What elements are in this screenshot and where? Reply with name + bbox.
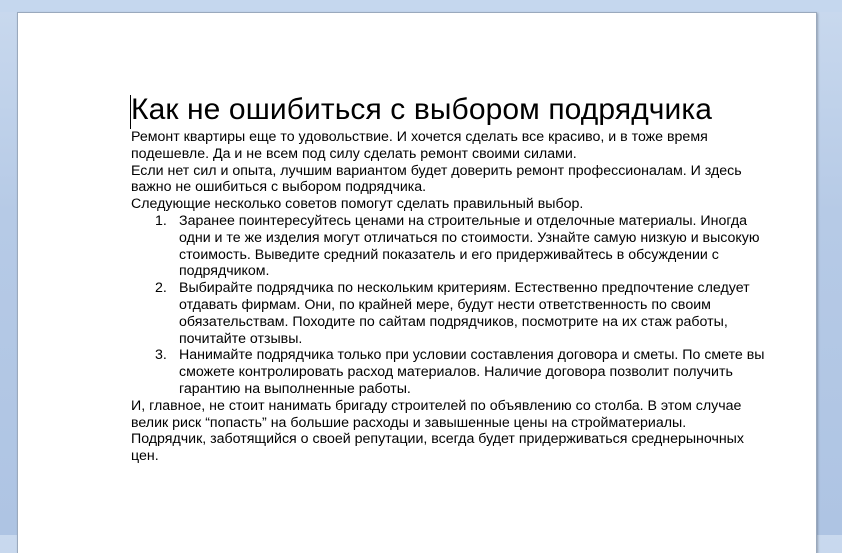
list-item[interactable] bbox=[131, 213, 771, 280]
document-title[interactable]: Как не ошибиться с выбором подрядчика bbox=[131, 93, 713, 126]
paragraph-intro-3[interactable]: Следующие несколько советов помогут сделать правильный выбор. bbox=[131, 196, 584, 213]
text-cursor bbox=[130, 95, 131, 129]
document-page[interactable] bbox=[17, 12, 817, 553]
list-item-number: 3. bbox=[155, 347, 167, 364]
numbered-list bbox=[131, 213, 771, 398]
document-body[interactable] bbox=[131, 91, 771, 465]
paragraph-intro-2[interactable]: Если нет сил и опыта, лучшим вариантом будет доверить ремонт профессионалам. И здесь важно не ошибиться с выбором подрядчика. bbox=[131, 162, 742, 196]
paragraph-intro-1[interactable]: Ремонт квартиры еще то удовольствие. И хочется сделать все красиво, и в тоже время подешевле. Да и не всем под силу сделать ремонт своими силами. bbox=[131, 129, 708, 162]
list-item-text[interactable]: Нанимайте подрядчика только при условии составления договора и сметы. По смете вы сможете контролировать расход материалов. Наличие договора позволит получить гарантию на выполненные работы. bbox=[179, 347, 765, 397]
paragraph-outro-2[interactable]: Подрядчик, заботящийся о своей репутации, всегда будет придерживаться среднерыночных цен. bbox=[131, 431, 744, 465]
list-item-number: 2. bbox=[155, 280, 167, 297]
list-item[interactable] bbox=[131, 347, 771, 397]
list-item-number: 1. bbox=[155, 212, 167, 229]
list-item[interactable] bbox=[131, 280, 771, 347]
list-item-text[interactable]: Заранее поинтересуйтесь ценами на строительные и отделочные материалы. Иногда одни и те же изделия могут отличаться по стоимости. Узнайте самую низкую и высокую стоимость. Выведите средний показатель и его придерживайтесь в обсуждении с подрядчиком. bbox=[179, 212, 760, 280]
paragraph-outro-1[interactable]: И, главное, не стоит нанимать бригаду строителей по объявлению со столба. В этом случае велик риск “попасть” на большие расходы и завышенные цены на стройматериалы. bbox=[131, 397, 742, 431]
list-item-text[interactable]: Выбирайте подрядчика по нескольким критериям. Естественно предпочтение следует отдавать фирмам. Они, по крайней мере, будут нести ответственность по своим обязательствам. Походите по сайтам подрядчиков, посмотрите на их стаж работы, почитайте отзывы. bbox=[179, 280, 750, 347]
workspace-background bbox=[0, 0, 842, 12]
